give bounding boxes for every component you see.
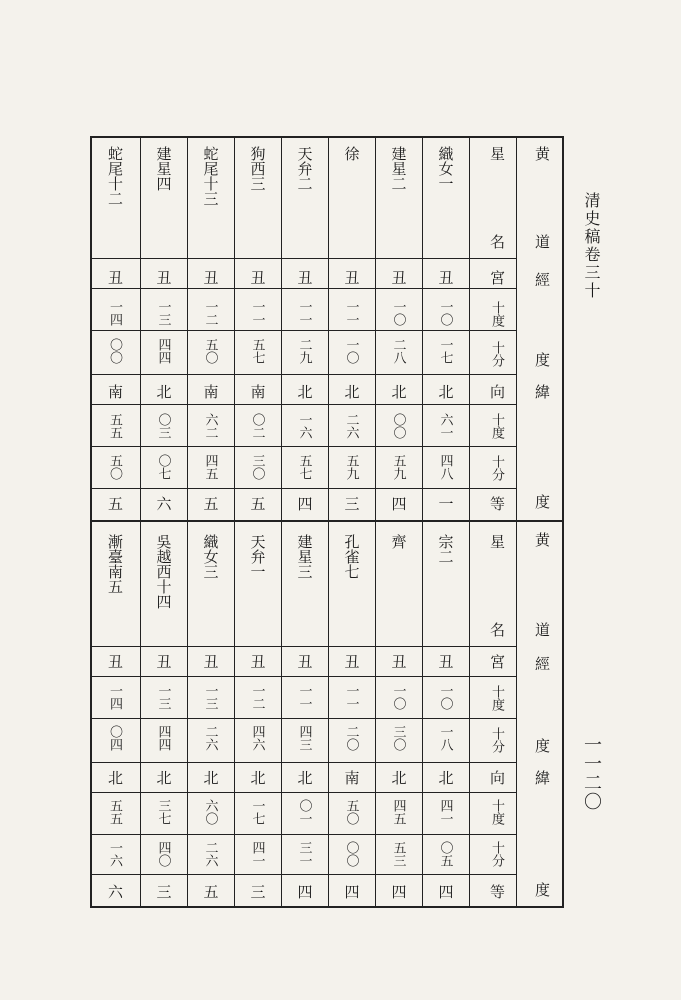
- block2-wd-cell: 五五: [107, 799, 122, 825]
- row-rule: [90, 646, 517, 647]
- block2-wf-cell: 三一: [296, 841, 312, 867]
- block2-jf-cell: 二〇: [343, 725, 359, 751]
- block1-wd-cell: 〇二: [249, 413, 265, 439]
- block1-gong-cell: 丑: [154, 270, 173, 285]
- block2-name-cell: 齊: [389, 534, 408, 549]
- block1-jd-cell: 一四: [107, 300, 122, 326]
- block1-xiang-cell: 南: [106, 384, 124, 399]
- block1-jf-cell: 二八: [390, 338, 406, 364]
- block2-wf-cell: 四一: [249, 841, 265, 867]
- block2-jd-cell: 一一: [296, 684, 312, 710]
- block2-jd-cell: 一三: [155, 684, 171, 710]
- unit-xiang-1: 向: [488, 384, 506, 399]
- block2-jd-cell: 一一: [343, 684, 359, 710]
- unit-ming-2: 名: [488, 622, 506, 637]
- block1-name-cell: 天弁二: [295, 146, 314, 191]
- block1-jf-cell: 二九: [296, 338, 312, 364]
- block1-name-cell: 徐: [342, 146, 361, 161]
- row-rule: [90, 288, 517, 289]
- row-rule: [90, 834, 517, 835]
- block1-wf-cell: 四八: [437, 454, 453, 480]
- block1-deng-cell: 五: [248, 496, 267, 511]
- block2-wf-cell: 二六: [202, 841, 218, 867]
- block1-name-cell: 蛇尾十二: [106, 146, 124, 206]
- block2-jf-cell: 四六: [249, 725, 265, 751]
- block2-deng-cell: 三: [248, 884, 267, 899]
- header-weidu-1: 度: [533, 494, 551, 509]
- header-jing-2: 經: [533, 656, 551, 671]
- unit-ming-1: 名: [488, 234, 506, 249]
- block1-name-cell: 建星二: [389, 146, 408, 191]
- block2-wf-cell: 五三: [390, 841, 406, 867]
- block1-wf-cell: 四五: [202, 454, 218, 480]
- block1-wd-cell: 六二: [202, 413, 218, 439]
- unit-fenw-2: 十分: [489, 841, 504, 867]
- block2-gong-cell: 丑: [201, 654, 220, 669]
- block1-gong-cell: 丑: [436, 270, 455, 285]
- block2-name-cell: 漸臺南五: [106, 534, 124, 594]
- block1-deng-cell: 六: [154, 496, 173, 511]
- unit-xing-2: 星: [488, 534, 506, 549]
- block2-xiang-cell: 北: [295, 770, 314, 785]
- block2-name-cell: 吳越西十四: [154, 534, 173, 609]
- block1-xiang-cell: 北: [342, 384, 361, 399]
- block2-name-cell: 宗二: [436, 534, 455, 564]
- unit-shiduw-2: 十度: [489, 799, 504, 825]
- header-jingdu-1: 度: [533, 352, 551, 367]
- block2-gong-cell: 丑: [389, 654, 408, 669]
- block1-gong-cell: 丑: [295, 270, 314, 285]
- block2-xiang-cell: 南: [342, 770, 361, 785]
- block2-gong-cell: 丑: [248, 654, 267, 669]
- block2-wd-cell: 一七: [249, 799, 265, 825]
- block1-jd-cell: 一〇: [437, 300, 453, 326]
- block2-deng-cell: 三: [154, 884, 173, 899]
- block1-jf-cell: 一〇: [343, 338, 359, 364]
- block2-deng-cell: 六: [106, 884, 124, 899]
- header-dao-1: 道: [533, 234, 551, 249]
- block2-xiang-cell: 北: [201, 770, 220, 785]
- block1-deng-cell: 四: [295, 496, 314, 511]
- block1-jf-cell: 五〇: [202, 338, 218, 364]
- block1-jd-cell: 一一: [296, 300, 312, 326]
- block2-jf-cell: 四三: [296, 725, 312, 751]
- row-rule: [90, 488, 517, 489]
- block2-gong-cell: 丑: [295, 654, 314, 669]
- block2-xiang-cell: 北: [436, 770, 455, 785]
- block2-wf-cell: 〇五: [437, 841, 453, 867]
- row-rule: [90, 404, 517, 405]
- block1-jf-cell: 五七: [249, 338, 265, 364]
- block1-jd-cell: 一三: [155, 300, 171, 326]
- unit-fen-1: 十分: [489, 341, 504, 367]
- block1-jd-cell: 一一: [249, 300, 265, 326]
- block1-xiang-cell: 北: [436, 384, 455, 399]
- block1-wf-cell: 五九: [390, 454, 406, 480]
- block2-gong-cell: 丑: [154, 654, 173, 669]
- block1-deng-cell: 一: [436, 496, 455, 511]
- block1-name-cell: 蛇尾十三: [201, 146, 220, 206]
- block2-wd-cell: 〇一: [296, 799, 312, 825]
- block1-gong-cell: 丑: [389, 270, 408, 285]
- header-wei-2: 緯: [533, 770, 551, 785]
- row-rule: [90, 374, 517, 375]
- block2-wf-cell: 四〇: [155, 841, 171, 867]
- block1-xiang-cell: 南: [201, 384, 220, 399]
- block1-name-cell: 織女一: [436, 146, 455, 191]
- unit-shiduw-1: 十度: [489, 413, 504, 439]
- unit-deng-1: 等: [488, 496, 506, 511]
- block2-jf-cell: 〇四: [107, 725, 122, 751]
- block2-jd-cell: 一〇: [390, 684, 406, 710]
- block1-wf-cell: 五七: [296, 454, 312, 480]
- block1-wf-cell: 〇七: [155, 454, 171, 480]
- block2-jf-cell: 二六: [202, 725, 218, 751]
- page-number: 一一二〇: [581, 735, 602, 811]
- row-rule: [90, 792, 517, 793]
- block2-name-cell: 建星三: [295, 534, 314, 579]
- block2-deng-cell: 四: [389, 884, 408, 899]
- block1-deng-cell: 三: [342, 496, 361, 511]
- block2-xiang-cell: 北: [154, 770, 173, 785]
- row-rule: [90, 330, 517, 331]
- block2-jf-cell: 四四: [155, 725, 171, 751]
- block1-jf-cell: 〇〇: [107, 338, 122, 364]
- block1-wd-cell: 五五: [107, 413, 122, 439]
- unit-gong-1: 宮: [488, 270, 506, 285]
- block1-xiang-cell: 北: [295, 384, 314, 399]
- unit-shidu-2: 十度: [489, 685, 504, 711]
- block2-name-cell: 孔雀七: [342, 534, 361, 579]
- unit-deng-2: 等: [488, 884, 506, 899]
- unit-fenw-1: 十分: [489, 455, 504, 481]
- header-huang-1: 黄: [533, 146, 551, 161]
- header-wei-1: 緯: [533, 384, 551, 399]
- block1-jd-cell: 一二: [202, 300, 218, 326]
- block2-deng-cell: 四: [295, 884, 314, 899]
- header-jingdu-2: 度: [533, 738, 551, 753]
- block2-xiang-cell: 北: [389, 770, 408, 785]
- block2-jd-cell: 一四: [107, 684, 122, 710]
- block-separator: [90, 520, 563, 522]
- block2-name-cell: 織女三: [201, 534, 220, 579]
- unit-shidu-1: 十度: [489, 301, 504, 327]
- header-weidu-2: 度: [533, 882, 551, 897]
- block2-wd-cell: 四一: [437, 799, 453, 825]
- block2-wf-cell: 〇〇: [343, 841, 359, 867]
- header-huang-2: 黄: [533, 532, 551, 547]
- row-rule: [90, 718, 517, 719]
- block2-jd-cell: 一二: [249, 684, 265, 710]
- block2-wd-cell: 四五: [390, 799, 406, 825]
- block1-gong-cell: 丑: [342, 270, 361, 285]
- row-rule: [90, 446, 517, 447]
- block1-xiang-cell: 北: [389, 384, 408, 399]
- header-jing-1: 經: [533, 272, 551, 287]
- block2-xiang-cell: 北: [248, 770, 267, 785]
- block2-deng-cell: 四: [436, 884, 455, 899]
- block2-wd-cell: 六〇: [202, 799, 218, 825]
- block1-wd-cell: 二六: [343, 413, 359, 439]
- block1-jd-cell: 一一: [343, 300, 359, 326]
- block1-wd-cell: 六一: [437, 413, 453, 439]
- block1-wf-cell: 五九: [343, 454, 359, 480]
- block1-deng-cell: 五: [201, 496, 220, 511]
- block1-name-cell: 狗西三: [248, 146, 267, 191]
- block1-xiang-cell: 南: [248, 384, 267, 399]
- bottom-rule: [90, 906, 564, 908]
- block2-gong-cell: 丑: [436, 654, 455, 669]
- margin-title: 清史稿卷三十: [582, 192, 601, 300]
- unit-xing-1: 星: [488, 146, 506, 161]
- block2-jd-cell: 一三: [202, 684, 218, 710]
- block1-wd-cell: 一六: [296, 413, 312, 439]
- block1-wd-cell: 〇〇: [390, 413, 406, 439]
- block2-jf-cell: 一八: [437, 725, 453, 751]
- row-rule: [90, 258, 517, 259]
- row-rule: [90, 762, 517, 763]
- block1-gong-cell: 丑: [248, 270, 267, 285]
- block2-wd-cell: 五〇: [343, 799, 359, 825]
- block2-wd-cell: 三七: [155, 799, 171, 825]
- row-rule: [90, 874, 517, 875]
- block1-xiang-cell: 北: [154, 384, 173, 399]
- block2-name-cell: 天弁一: [248, 534, 267, 579]
- unit-fen-2: 十分: [489, 727, 504, 753]
- block1-wf-cell: 三〇: [249, 454, 265, 480]
- block2-gong-cell: 丑: [106, 654, 124, 669]
- block2-gong-cell: 丑: [342, 654, 361, 669]
- top-rule: [90, 136, 564, 138]
- header-dao-2: 道: [533, 622, 551, 637]
- block2-jf-cell: 三〇: [390, 725, 406, 751]
- row-rule: [90, 676, 517, 677]
- unit-gong-2: 宮: [488, 654, 506, 669]
- block1-wd-cell: 〇三: [155, 413, 171, 439]
- block1-jf-cell: 一七: [437, 338, 453, 364]
- block2-xiang-cell: 北: [106, 770, 124, 785]
- block1-jd-cell: 一〇: [390, 300, 406, 326]
- block2-wf-cell: 一六: [107, 841, 122, 867]
- block2-deng-cell: 五: [201, 884, 220, 899]
- unit-xiang-2: 向: [488, 770, 506, 785]
- block1-wf-cell: 五〇: [107, 454, 122, 480]
- block1-deng-cell: 五: [106, 496, 124, 511]
- block2-jd-cell: 一〇: [437, 684, 453, 710]
- block1-name-cell: 建星四: [154, 146, 173, 191]
- block1-deng-cell: 四: [389, 496, 408, 511]
- block1-gong-cell: 丑: [201, 270, 220, 285]
- block2-deng-cell: 四: [342, 884, 361, 899]
- block1-gong-cell: 丑: [106, 270, 124, 285]
- block1-jf-cell: 四四: [155, 338, 171, 364]
